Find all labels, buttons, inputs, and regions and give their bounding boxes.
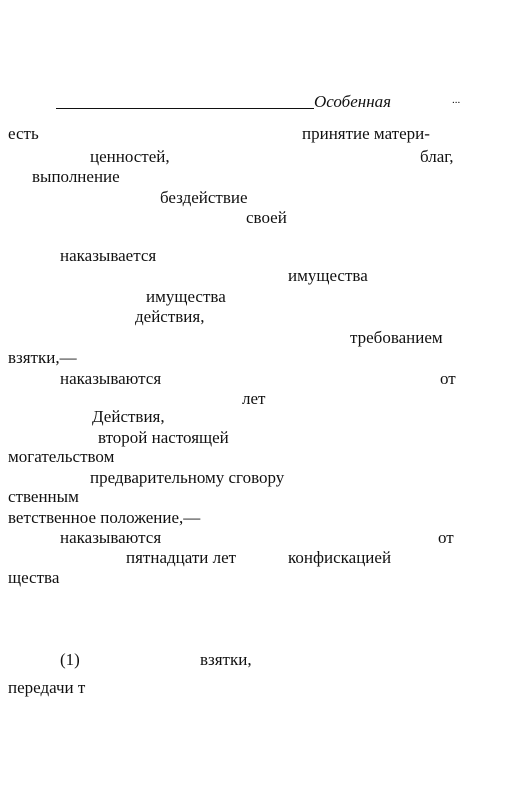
text-line: действия, xyxy=(135,307,205,326)
text-line: бездействие xyxy=(160,188,248,207)
text-line: ценностей, xyxy=(90,147,170,166)
text-line: взятки,— xyxy=(8,348,77,367)
text-line: есть xyxy=(8,124,39,143)
page-number-mark: ... xyxy=(452,94,461,106)
header-rule xyxy=(56,108,314,109)
text-line: выполнение xyxy=(32,167,120,186)
text-line: (1) xyxy=(60,650,80,669)
text-line: требованием xyxy=(350,328,443,347)
text-line: могательством xyxy=(8,447,115,466)
text-line: предварительному сговору xyxy=(90,468,285,487)
text-line: щества xyxy=(8,568,60,587)
running-header-title: Особенная xyxy=(314,92,392,111)
text-line: конфискацией xyxy=(288,548,392,567)
text-line: взятки, xyxy=(200,650,252,669)
text-line: передачи т xyxy=(8,678,86,697)
text-line: от xyxy=(438,528,454,547)
text-line: от xyxy=(440,369,456,388)
text-line: лет xyxy=(242,389,266,408)
text-line: благ, xyxy=(420,147,454,166)
text-line: имущества xyxy=(288,266,368,285)
text-line: ветственное положение,— xyxy=(8,508,201,527)
text-line: ственным xyxy=(8,487,79,506)
text-line: наказывается xyxy=(60,246,157,265)
text-line: имущества xyxy=(146,287,226,306)
text-line: принятие матери- xyxy=(302,124,430,143)
text-line: своей xyxy=(246,208,287,227)
text-line: второй настоящей xyxy=(98,428,229,447)
text-line: пятнадцати лет xyxy=(126,548,237,567)
text-line: Действия, xyxy=(92,407,165,426)
text-line: наказываются xyxy=(60,369,162,388)
text-line: наказываются xyxy=(60,528,162,547)
